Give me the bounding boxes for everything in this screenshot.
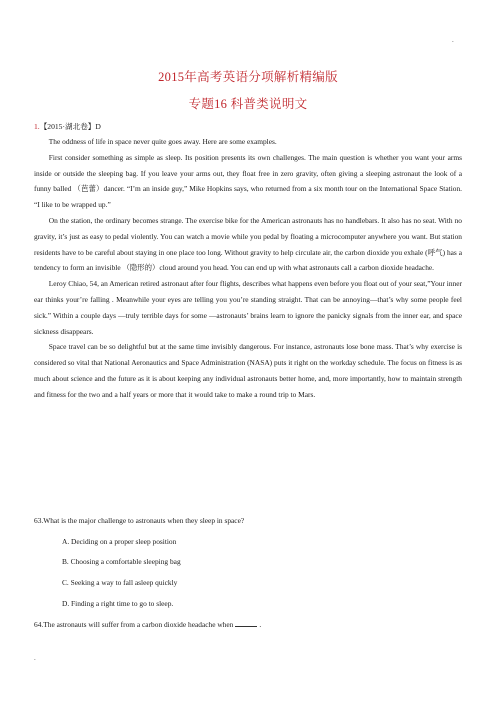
option-63-a: A. Deciding on a proper sleep position (62, 537, 177, 546)
source-label: 【2015·湖北卷】D (39, 122, 101, 131)
question-64-end: . (259, 620, 262, 629)
item-number: 1. (34, 122, 40, 131)
paragraph-2: First consider something as simple as sleep. Its position presents its own challenges. The main question is whether you want your arms inside or outside the sleeping bag. If you leave your arms out, they float free in zero gravity, often giving a sleeping astronaut the look of a funny balled （芭蕾）dancer. “I’m an inside guy,” Mike Hopkins says, who returned from a six month tour on the International Space Station. “I like to be wrapped up.” (34, 152, 462, 210)
paragraph-5: Space travel can be so delightful but at the same time invisibly dangerous. For instance, astronauts lose bone mass. That’s why exercise is considered so vital that National Aeronautics and Space Administration (NASA) puts it right on the workday schedule. The focus on fitness is as much about science and the future as it is about keeping any individual astronauts better home, and, more importantly, how to maintain strength and fitness for the two and a half years or more that it would take to make a round trip to Mars. (34, 342, 462, 399)
bottom-left-mark: . (34, 654, 36, 662)
document-subtitle: 专题16 科普类说明文 (188, 97, 308, 111)
question-63: 63.What is the major challenge to astronauts when they sleep in space? (34, 516, 245, 525)
passage (34, 134, 462, 403)
option-63-b: B. Choosing a comfortable sleeping bag (62, 557, 181, 566)
paragraph-3: On the station, the ordinary becomes strange. The exercise bike for the American astronauts has no handlebars. It also has no seat. With no gravity, it’s just as easy to pedal violently. You can watch a movie while you pedal by floating a microcomputer anywhere you want. But station residents have to be careful about staying in one place too long. Without gravity to help circulate air, the carbon dioxide you exhale (呼气) has a tendency to form an invisible （隐形的）cloud around you head. You can end up with what astronauts call a carbon dioxide headache. (34, 215, 462, 273)
question-64 (34, 620, 261, 629)
answer-blank (235, 620, 257, 627)
document-title: 2015年高考英语分项解析精编版 (158, 70, 338, 84)
top-right-mark: . (452, 36, 454, 44)
option-63-c: C. Seeking a way to fall asleep quickly (62, 578, 178, 587)
option-63-d: D. Finding a right time to go to sleep. (62, 599, 174, 608)
question-64-text: 64.The astronauts will suffer from a carbon dioxide headache when (34, 620, 234, 629)
paragraph-1: The oddness of life in space never quite goes away. Here are some examples. (48, 137, 277, 146)
paragraph-4: Leroy Chiao, 54, an American retired astronaut after four flights, describes what happens even before you float out of your seat,”Your inner ear thinks your’re falling . Meanwhile your eyes are telling you you’re standing straight. That can be annoying—that’s why some people feel sick.” Within a couple days —truly terrible days for some —astronauts’ brains learn to ignore the panicky signals from the inner ear, and space sickness disappears. (34, 279, 462, 336)
source-line (34, 121, 101, 132)
